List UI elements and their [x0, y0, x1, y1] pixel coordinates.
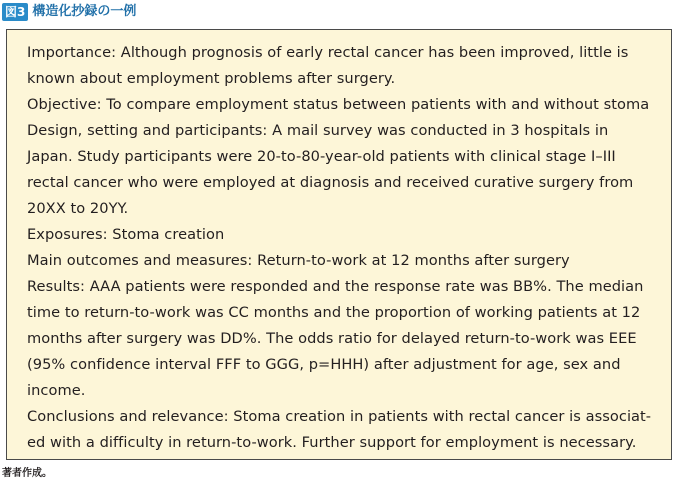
- figure-number-badge: 図3: [2, 3, 28, 21]
- abstract-line: 20XX to 20YY.: [27, 200, 129, 217]
- abstract-line: known about employment problems after surgery.: [27, 70, 396, 87]
- abstract-line: Japan. Study participants were 20-to-80-year-old patients with clinical stage I–III: [27, 148, 616, 165]
- abstract-line: rectal cancer who were employed at diagnosis and received curative surgery from: [27, 174, 634, 191]
- abstract-line: ed with a difficulty in return-to-work. Further support for employment is necessary.: [27, 434, 637, 451]
- abstract-line-importance: Importance: Although prognosis of early rectal cancer has been improved, little is: [27, 44, 629, 61]
- abstract-line-results: Results: AAA patients were responded and the response rate was BB%. The median: [27, 278, 644, 295]
- abstract-line: income.: [27, 382, 86, 399]
- figure-header: [2, 2, 136, 22]
- abstract-line-objective: Objective: To compare employment status between patients with and without stoma: [27, 96, 650, 113]
- abstract-line: (95% confidence interval FFF to GGG, p=HHH) after adjustment for age, sex and: [27, 356, 621, 373]
- figure-source-note: 著者作成。: [2, 468, 52, 479]
- abstract-line: months after surgery was DD%. The odds ratio for delayed return-to-work was EEE: [27, 330, 637, 347]
- abstract-line-design: Design, setting and participants: A mail survey was conducted in 3 hospitals in: [27, 122, 609, 139]
- abstract-line-exposures: Exposures: Stoma creation: [27, 226, 225, 243]
- abstract-line-conclusions: Conclusions and relevance: Stoma creation in patients with rectal cancer is associat-: [27, 408, 652, 425]
- figure-title: 構造化抄録の一例: [32, 4, 137, 19]
- structured-abstract-box: [6, 29, 672, 460]
- abstract-line: time to return-to-work was CC months and the proportion of working patients at 12: [27, 304, 641, 321]
- abstract-line-outcomes: Main outcomes and measures: Return-to-work at 12 months after surgery: [27, 252, 570, 269]
